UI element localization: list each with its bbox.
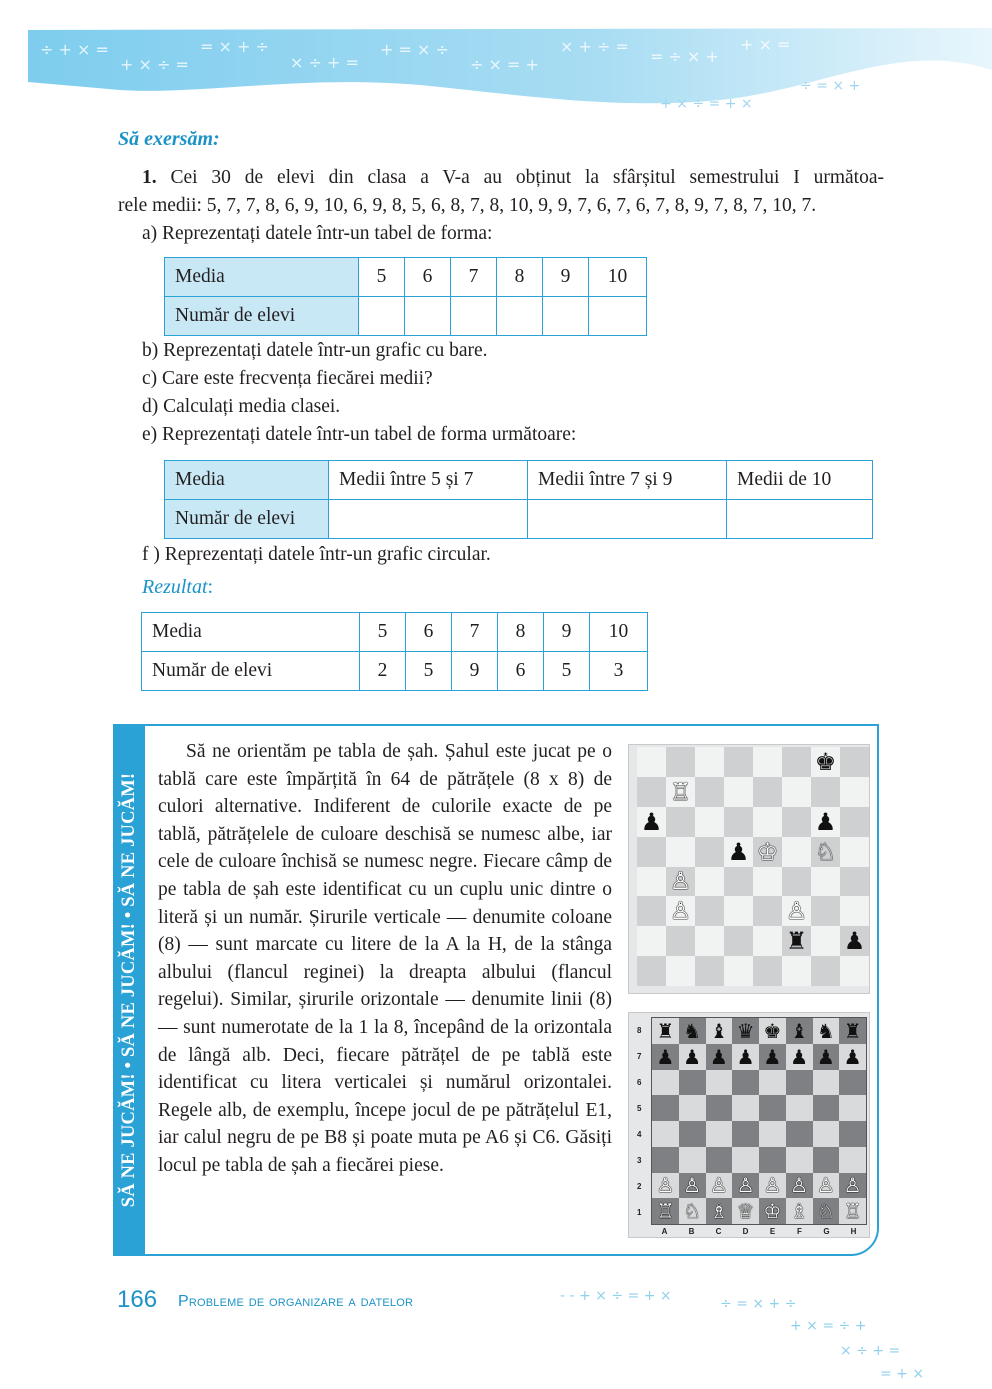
- chess-square: [839, 1121, 866, 1147]
- empty-cell: [543, 297, 589, 336]
- chess-square: [759, 1173, 786, 1199]
- chess-square: [839, 1070, 866, 1096]
- game-paragraph-text: Să ne orientăm pe tabla de șah. Șahul este jucat pe o tablă care este împărțită în 64 de pătrățele (8 x 8) de culori alternative. Indiferent de culorile exacte de pe tablă, pătrățelele de culoare deschisă se numesc albe, iar cele de culoare închisă se numesc negre. Fiecare câmp de pe tabla de șah este identificat cu un cuplu unic dintre o literă și un număr. Șirurile verticale — denumite coloane (8) — sunt marcate cu litere de la A la H, de la stânga albului (flancul reginei) la dreapta albului (flancul regelui). Similar, șirurile orizontale — denumite linii (8) — sunt numerotate de la 1 la 8, începând de la orizontala de lângă alb. Deci, fiecare pătrățel de pe tablă este identificat cu litera verticalei și numărul orizontalei. Regele alb, de exemplu, începe jocul de pe pătrățelul E1, iar calul negru de pe B8 și poate muta pe A6 și C6. Găsiți locul pe tabla de șah a fiecărei piese.: [158, 741, 612, 1176]
- chess-square: [732, 1173, 759, 1199]
- chess-square: [753, 896, 782, 926]
- chess-square: [813, 1018, 840, 1044]
- chess-square: [732, 1198, 759, 1224]
- chess-square: [811, 926, 840, 956]
- black-bishop-icon: ♝: [709, 1018, 728, 1043]
- chess-square: [652, 1147, 679, 1173]
- chess-square: [782, 956, 811, 986]
- rank-label: 4: [637, 1130, 642, 1139]
- black-pawn-icon: ♟: [816, 1044, 835, 1069]
- chess-square: [706, 1147, 733, 1173]
- white-king-icon: ♔: [763, 1199, 782, 1224]
- chess-square: [652, 1070, 679, 1096]
- empty-cell: [451, 297, 497, 336]
- chess-square: [637, 956, 666, 986]
- chess-square: [706, 1070, 733, 1096]
- task-b: b) Reprezentați datele într-un grafic cu bare.: [142, 340, 488, 361]
- chess-square: [732, 1018, 759, 1044]
- chess-square: [666, 956, 695, 986]
- chess-square: [666, 837, 695, 867]
- chess-square: [839, 1173, 866, 1199]
- chess-square: [811, 837, 840, 867]
- empty-cell: [405, 297, 451, 336]
- chess-square: [786, 1070, 813, 1096]
- black-pawn-icon: ♟: [814, 807, 837, 836]
- chess-square: [695, 747, 724, 777]
- chess-square: [840, 747, 869, 777]
- file-label: F: [797, 1227, 802, 1236]
- chess-square: [811, 807, 840, 837]
- white-pawn-icon: ♙: [709, 1173, 728, 1198]
- black-pawn-icon: ♟: [843, 927, 866, 956]
- rank-label: 3: [637, 1156, 642, 1165]
- grade-cell: 7: [452, 613, 498, 652]
- count-cell: 5: [544, 652, 590, 691]
- chess-square: [759, 1018, 786, 1044]
- chess-square: [840, 926, 869, 956]
- chess-square: [706, 1095, 733, 1121]
- problem-text: Cei 30 de elevi din clasa a V-a au obținut la sfârșitul semestrului I următoa-: [170, 167, 884, 188]
- svg-text:- - + × ÷ = + ×: - - + × ÷ = + ×: [560, 1288, 672, 1304]
- grade-cell: 9: [543, 258, 589, 297]
- chess-square: [813, 1095, 840, 1121]
- chess-square: [695, 926, 724, 956]
- svg-text:× ÷ + =: × ÷ + =: [290, 53, 359, 72]
- row-label: Număr de elevi: [142, 652, 360, 691]
- chess-square: [813, 1173, 840, 1199]
- empty-cell: [528, 500, 727, 539]
- svg-text:÷ + × =: ÷ + × =: [40, 40, 109, 59]
- chess-square: [724, 747, 753, 777]
- grade-cell: 8: [497, 258, 543, 297]
- result-label-colon: :: [207, 576, 214, 598]
- chess-square: [840, 837, 869, 867]
- count-cell: 9: [452, 652, 498, 691]
- chess-square: [786, 1147, 813, 1173]
- white-queen-icon: ♕: [736, 1199, 755, 1224]
- range-cell: Medii între 5 și 7: [329, 461, 528, 500]
- chess-square: [637, 926, 666, 956]
- grade-cell: 5: [360, 613, 406, 652]
- chess-square: [724, 777, 753, 807]
- chess-square: [840, 777, 869, 807]
- chess-square: [786, 1173, 813, 1199]
- chess-square: [666, 926, 695, 956]
- chess-square: [637, 807, 666, 837]
- chess-square: [679, 1070, 706, 1096]
- chess-square: [732, 1121, 759, 1147]
- chess-square: [652, 1198, 679, 1224]
- svg-text:= + ×: = + ×: [880, 1366, 925, 1382]
- chess-diagram-puzzle: [628, 744, 870, 994]
- white-pawn-icon: ♙: [656, 1173, 675, 1198]
- rank-label: 7: [637, 1052, 642, 1061]
- chess-square: [666, 807, 695, 837]
- chess-square: [839, 1198, 866, 1224]
- problem-number: 1.: [142, 167, 157, 188]
- black-pawn-icon: ♟: [736, 1044, 755, 1069]
- white-rook-icon: ♖: [843, 1199, 862, 1224]
- empty-cell: [727, 500, 873, 539]
- chess-square: [695, 896, 724, 926]
- black-pawn-icon: ♟: [640, 807, 663, 836]
- chess-square: [759, 1070, 786, 1096]
- chess-square: [724, 867, 753, 897]
- white-pawn-icon: ♙: [669, 867, 692, 896]
- chess-square: [759, 1044, 786, 1070]
- chess-square: [813, 1070, 840, 1096]
- chess-square: [679, 1018, 706, 1044]
- chess-grid: [651, 1017, 867, 1225]
- file-label: A: [661, 1227, 668, 1236]
- chess-square: [637, 777, 666, 807]
- grade-cell: 9: [544, 613, 590, 652]
- chess-square: [679, 1147, 706, 1173]
- file-label: H: [850, 1227, 857, 1236]
- chess-diagram-start: [628, 1012, 870, 1238]
- chess-square: [679, 1173, 706, 1199]
- svg-text:+ × ÷ = + ×: + × ÷ = + ×: [660, 96, 753, 112]
- chess-grid: [637, 747, 869, 986]
- empty-range-table: [164, 460, 873, 539]
- chess-square: [839, 1147, 866, 1173]
- chess-square: [695, 837, 724, 867]
- chess-square: [724, 837, 753, 867]
- chess-square: [813, 1044, 840, 1070]
- chess-square: [637, 896, 666, 926]
- task-f: f ) Reprezentați datele într-un grafic circular.: [142, 544, 491, 565]
- chess-square: [652, 1173, 679, 1199]
- chess-square: [811, 777, 840, 807]
- rank-label: 8: [637, 1026, 642, 1035]
- chess-square: [782, 867, 811, 897]
- chess-square: [786, 1018, 813, 1044]
- chess-square: [782, 747, 811, 777]
- black-bishop-icon: ♝: [790, 1018, 809, 1043]
- header-decoration: [0, 0, 992, 130]
- chess-square: [759, 1147, 786, 1173]
- footer-decoration: [540, 1270, 992, 1389]
- black-pawn-icon: ♟: [790, 1044, 809, 1069]
- chess-square: [679, 1121, 706, 1147]
- grade-cell: 5: [359, 258, 405, 297]
- count-cell: 3: [590, 652, 648, 691]
- chess-square: [706, 1198, 733, 1224]
- chess-square: [811, 867, 840, 897]
- white-pawn-icon: ♙: [763, 1173, 782, 1198]
- svg-text:+ = × ÷: + = × ÷: [380, 40, 449, 59]
- game-paragraph: [158, 738, 612, 1180]
- black-king-icon: ♚: [763, 1018, 782, 1043]
- grade-cell: 6: [406, 613, 452, 652]
- chess-square: [732, 1095, 759, 1121]
- white-rook-icon: ♖: [656, 1199, 675, 1224]
- svg-text:= × + ÷: = × + ÷: [200, 37, 269, 56]
- chess-square: [753, 777, 782, 807]
- white-pawn-icon: ♙: [790, 1173, 809, 1198]
- problem-statement-line-1: [118, 164, 884, 192]
- chess-square: [637, 747, 666, 777]
- problem-1: [118, 164, 884, 248]
- chess-square: [813, 1121, 840, 1147]
- grade-cell: 7: [451, 258, 497, 297]
- white-pawn-icon: ♙: [736, 1173, 755, 1198]
- chess-square: [652, 1095, 679, 1121]
- chess-square: [811, 747, 840, 777]
- row-label: Media: [165, 258, 359, 297]
- file-label: D: [742, 1227, 749, 1236]
- white-bishop-icon: ♗: [709, 1199, 728, 1224]
- black-king-icon: ♚: [814, 747, 837, 776]
- chess-square: [782, 807, 811, 837]
- black-pawn-icon: ♟: [763, 1044, 782, 1069]
- black-knight-icon: ♞: [816, 1018, 835, 1043]
- chess-square: [724, 807, 753, 837]
- chess-square: [679, 1044, 706, 1070]
- empty-cell: [497, 297, 543, 336]
- black-pawn-icon: ♟: [843, 1044, 862, 1069]
- result-label: [142, 576, 213, 599]
- chess-square: [753, 807, 782, 837]
- empty-cell: [359, 297, 405, 336]
- grade-cell: 6: [405, 258, 451, 297]
- chess-square: [753, 747, 782, 777]
- svg-text:× + ÷ =: × + ÷ =: [560, 37, 629, 56]
- svg-text:÷ = × +: ÷ = × +: [800, 78, 861, 94]
- chess-square: [637, 867, 666, 897]
- chess-square: [695, 807, 724, 837]
- chess-square: [839, 1018, 866, 1044]
- empty-cell: [329, 500, 528, 539]
- chess-square: [652, 1044, 679, 1070]
- black-queen-icon: ♛: [736, 1018, 755, 1043]
- black-rook-icon: ♜: [785, 927, 808, 956]
- chess-square: [695, 777, 724, 807]
- row-label: Număr de elevi: [165, 500, 329, 539]
- chess-square: [637, 837, 666, 867]
- chess-square: [782, 777, 811, 807]
- chess-square: [839, 1044, 866, 1070]
- chess-square: [839, 1095, 866, 1121]
- result-label-text: Rezultat: [142, 576, 208, 598]
- chess-square: [706, 1121, 733, 1147]
- chess-square: [786, 1044, 813, 1070]
- result-table: [141, 612, 648, 691]
- chess-square: [753, 837, 782, 867]
- running-title: Probleme de organizare a datelor: [178, 1293, 414, 1310]
- rank-label: 2: [637, 1182, 642, 1191]
- white-pawn-icon: ♙: [843, 1173, 862, 1198]
- white-pawn-icon: ♙: [683, 1173, 702, 1198]
- chess-square: [695, 867, 724, 897]
- side-label: SĂ NE JUCĂM! • SĂ NE JUCĂM! • SĂ NE JUCĂM!: [119, 772, 139, 1208]
- black-pawn-icon: ♟: [656, 1044, 675, 1069]
- task-a: a) Reprezentați datele într-un tabel de forma:: [142, 223, 493, 244]
- chess-square: [652, 1018, 679, 1044]
- chess-square: [840, 956, 869, 986]
- range-cell: Medii de 10: [727, 461, 873, 500]
- chess-square: [782, 926, 811, 956]
- empty-cell: [589, 297, 647, 336]
- chess-square: [786, 1198, 813, 1224]
- file-label: B: [688, 1227, 695, 1236]
- page-number: 166: [117, 1286, 158, 1313]
- count-cell: 6: [498, 652, 544, 691]
- chess-square: [695, 956, 724, 986]
- problem-statement-line-2: rele medii: 5, 7, 7, 8, 6, 9, 10, 6, 9, 8, 5, 6, 8, 7, 8, 10, 9, 9, 7, 6, 7, 6, 7, 8, 9, 7, 8, 7, 10, 7.: [118, 195, 817, 216]
- white-knight-icon: ♘: [814, 837, 837, 866]
- white-pawn-icon: ♙: [785, 897, 808, 926]
- file-label: C: [715, 1227, 722, 1236]
- rank-label: 5: [637, 1104, 642, 1113]
- chess-square: [732, 1044, 759, 1070]
- chess-square: [666, 867, 695, 897]
- chess-square: [753, 956, 782, 986]
- chess-square: [840, 807, 869, 837]
- white-knight-icon: ♘: [816, 1199, 835, 1224]
- chess-square: [732, 1147, 759, 1173]
- task-e: e) Reprezentați datele într-un tabel de forma următoare:: [142, 424, 577, 445]
- range-cell: Medii între 7 și 9: [528, 461, 727, 500]
- chess-square: [840, 896, 869, 926]
- grade-cell: 10: [589, 258, 647, 297]
- svg-text:= ÷ × +: = ÷ × +: [650, 47, 719, 66]
- white-bishop-icon: ♗: [790, 1199, 809, 1224]
- chess-square: [840, 867, 869, 897]
- svg-text:÷ = × + ÷: ÷ = × + ÷: [720, 1296, 797, 1312]
- black-rook-icon: ♜: [843, 1018, 862, 1043]
- white-king-icon: ♔: [756, 837, 779, 866]
- chess-square: [753, 867, 782, 897]
- chess-square: [782, 896, 811, 926]
- grade-cell: 8: [498, 613, 544, 652]
- chess-square: [666, 777, 695, 807]
- chess-square: [759, 1095, 786, 1121]
- white-pawn-icon: ♙: [816, 1173, 835, 1198]
- row-label: Media: [165, 461, 329, 500]
- task-c: c) Care este frecvența fiecărei medii?: [142, 368, 433, 389]
- black-pawn-icon: ♟: [727, 837, 750, 866]
- white-pawn-icon: ♙: [669, 897, 692, 926]
- chess-square: [652, 1121, 679, 1147]
- row-label: Media: [142, 613, 360, 652]
- rank-label: 6: [637, 1078, 642, 1087]
- file-label: G: [823, 1227, 830, 1236]
- section-heading: Să exersăm:: [118, 128, 220, 150]
- chess-square: [811, 896, 840, 926]
- chess-square: [679, 1198, 706, 1224]
- chess-square: [679, 1095, 706, 1121]
- chess-square: [732, 1070, 759, 1096]
- empty-frequency-table: [164, 257, 647, 336]
- white-knight-icon: ♘: [683, 1199, 702, 1224]
- svg-text:÷ × = +: ÷ × = +: [470, 55, 539, 74]
- chess-square: [811, 956, 840, 986]
- chess-square: [724, 896, 753, 926]
- chess-square: [706, 1044, 733, 1070]
- chess-square: [666, 747, 695, 777]
- svg-text:× ÷ + =: × ÷ + =: [840, 1343, 901, 1359]
- grade-cell: 10: [590, 613, 648, 652]
- black-knight-icon: ♞: [683, 1018, 702, 1043]
- chess-square: [753, 926, 782, 956]
- black-pawn-icon: ♟: [709, 1044, 728, 1069]
- black-rook-icon: ♜: [656, 1018, 675, 1043]
- black-pawn-icon: ♟: [683, 1044, 702, 1069]
- chess-square: [786, 1095, 813, 1121]
- chess-square: [666, 896, 695, 926]
- chess-square: [813, 1198, 840, 1224]
- chess-square: [786, 1121, 813, 1147]
- chess-square: [782, 837, 811, 867]
- white-rook-icon: ♖: [669, 777, 692, 806]
- rank-label: 1: [637, 1208, 642, 1217]
- file-label: E: [769, 1227, 776, 1236]
- chess-square: [813, 1147, 840, 1173]
- task-d: d) Calculați media clasei.: [142, 396, 341, 417]
- row-label: Număr de elevi: [165, 297, 359, 336]
- svg-text:+ × = ÷ +: + × = ÷ +: [790, 1318, 867, 1334]
- count-cell: 5: [406, 652, 452, 691]
- chess-square: [759, 1198, 786, 1224]
- chess-square: [724, 956, 753, 986]
- chess-square: [706, 1173, 733, 1199]
- chess-square: [706, 1018, 733, 1044]
- svg-text:+ × ÷ =: + × ÷ =: [120, 55, 189, 74]
- count-cell: 2: [360, 652, 406, 691]
- svg-text:+ × =: + × =: [740, 35, 791, 54]
- chess-square: [724, 926, 753, 956]
- chess-square: [759, 1121, 786, 1147]
